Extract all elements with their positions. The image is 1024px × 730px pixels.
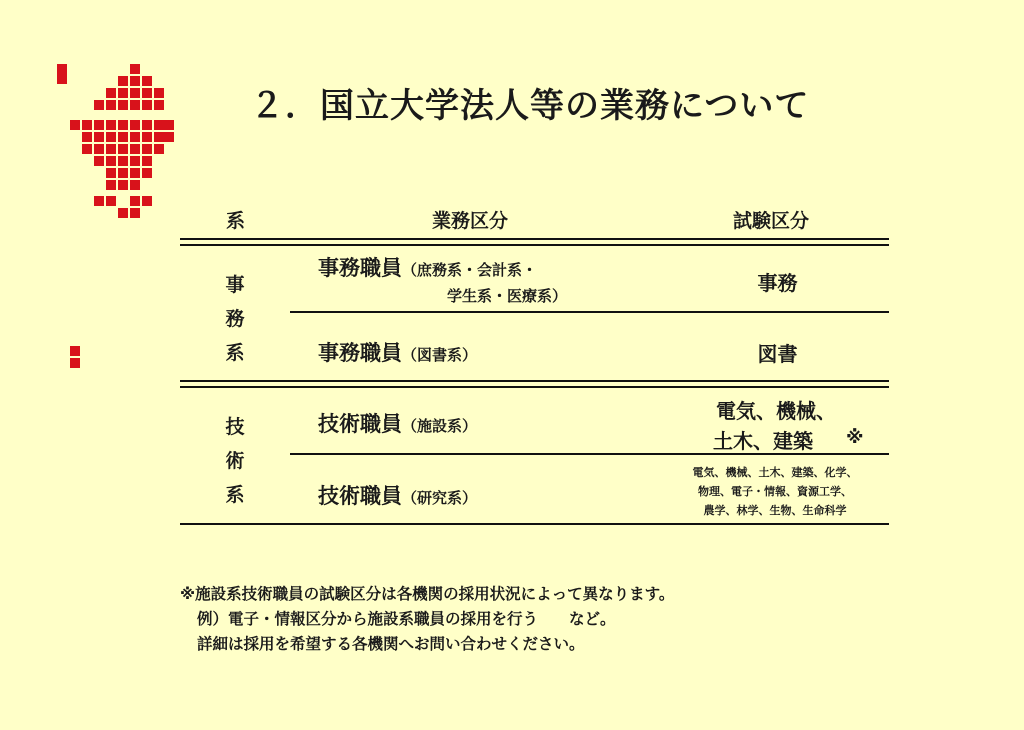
header-divider <box>180 238 889 246</box>
logo-pixel <box>154 100 164 110</box>
logo-pixel <box>82 120 92 130</box>
job-gijutsu-2 <box>318 480 477 510</box>
asterisk-mark: ※ <box>846 427 864 448</box>
logo-pixel <box>130 120 140 130</box>
job-gijutsu-1 <box>318 408 477 438</box>
logo-pixel <box>106 144 116 154</box>
logo-pixel <box>118 156 128 166</box>
logo-pixel <box>118 180 128 190</box>
logo-pixel <box>130 180 140 190</box>
exam-shisetsu-line1: 電気、機械、 <box>716 399 836 423</box>
logo-pixel <box>154 144 164 154</box>
logo-pixel <box>154 132 164 142</box>
logo-pixel <box>130 144 140 154</box>
header-shiken: 試験区分 <box>733 210 810 232</box>
table-bottom-line <box>180 523 889 525</box>
logo-pixel <box>94 132 104 142</box>
logo-pixel <box>106 180 116 190</box>
exam-kenkyu-line: 農学、林学、生物、生命科学 <box>703 504 847 517</box>
logo-pixel <box>70 346 80 356</box>
logo-pixel <box>106 132 116 142</box>
group-label-jimu: 事 務 系 <box>225 274 245 364</box>
logo-pixel <box>154 120 164 130</box>
logo-pixel <box>142 76 152 86</box>
logo-pixel <box>130 132 140 142</box>
job-title: 事務職員 <box>318 341 402 365</box>
group-label-gijutsu: 技 術 系 <box>225 416 245 506</box>
logo-pixel <box>70 120 80 130</box>
logo-pixel <box>106 100 116 110</box>
job-detail: （図書系） <box>402 346 478 364</box>
job-title: 技術職員 <box>318 412 402 436</box>
job-detail: （施設系） <box>402 417 478 435</box>
logo-pixel <box>142 156 152 166</box>
exam-kenkyu-line: 電気、機械、土木、建築、化学、 <box>692 466 858 479</box>
logo-pixel <box>164 120 174 130</box>
logo-pixel <box>70 358 80 368</box>
logo-pixel <box>118 168 128 178</box>
logo-pixel <box>118 208 128 218</box>
job-detail: （庶務系・会計系・ <box>402 261 538 279</box>
logo-pixel <box>106 168 116 178</box>
header-gyomu: 業務区分 <box>432 210 509 232</box>
row-divider <box>290 453 889 455</box>
header-kei: 系 <box>226 210 246 232</box>
row-divider <box>290 311 889 313</box>
logo-pixel <box>154 88 164 98</box>
logo-pixel <box>94 196 104 206</box>
group-divider <box>180 380 889 388</box>
logo-pixel <box>130 64 140 74</box>
logo-pixel <box>142 88 152 98</box>
exam-kenkyu-list <box>680 463 870 520</box>
logo-pixel <box>106 196 116 206</box>
logo-pixel <box>57 74 67 84</box>
logo-pixel <box>130 168 140 178</box>
page-title: ２．国立大学法人等の業務について <box>250 86 810 126</box>
logo-pixel <box>94 120 104 130</box>
exam-tosho: 図書 <box>757 342 798 366</box>
note-line-2: 例）電子・情報区分から施設系職員の採用を行う など。 <box>197 610 616 628</box>
logo-pixel <box>57 64 67 74</box>
job-jimu-1 <box>318 252 537 282</box>
exam-kenkyu-line: 物理、電子・情報、資源工学、 <box>698 485 852 498</box>
logo-pixel <box>82 144 92 154</box>
job-title: 事務職員 <box>318 256 402 280</box>
logo-pixel <box>118 120 128 130</box>
logo-pixel <box>118 132 128 142</box>
logo-pixel <box>164 132 174 142</box>
note-line-3: 詳細は採用を希望する各機関へお問い合わせください。 <box>197 635 585 653</box>
logo-pixel <box>106 120 116 130</box>
logo-pixel <box>106 88 116 98</box>
logo-pixel <box>118 100 128 110</box>
logo-pixel <box>142 144 152 154</box>
logo-pixel <box>142 196 152 206</box>
job-title: 技術職員 <box>318 484 402 508</box>
logo-pixel <box>142 120 152 130</box>
exam-shisetsu-line2: 土木、建築 <box>713 429 813 453</box>
exam-jimu: 事務 <box>757 271 798 295</box>
logo-pixel <box>94 144 104 154</box>
logo-pixel <box>130 100 140 110</box>
job-detail: （研究系） <box>402 489 478 507</box>
logo-pixel <box>118 76 128 86</box>
logo-pixel <box>130 196 140 206</box>
logo-pixel <box>130 208 140 218</box>
logo-pixel <box>130 156 140 166</box>
logo-pixel <box>118 144 128 154</box>
job-jimu-1-cont: 学生系・医療系） <box>447 287 568 305</box>
logo-pixel <box>142 132 152 142</box>
note-line-1: ※施設系技術職員の試験区分は各機関の採用状況によって異なります。 <box>180 585 675 603</box>
logo-pixel <box>94 100 104 110</box>
logo-pixel <box>142 100 152 110</box>
logo-pixel <box>130 76 140 86</box>
logo-pixel <box>130 88 140 98</box>
logo-pixel <box>82 132 92 142</box>
job-jimu-2 <box>318 337 477 367</box>
logo-pixel <box>94 156 104 166</box>
logo-pixel <box>106 156 116 166</box>
logo-pixel <box>118 88 128 98</box>
logo-pixel <box>142 168 152 178</box>
